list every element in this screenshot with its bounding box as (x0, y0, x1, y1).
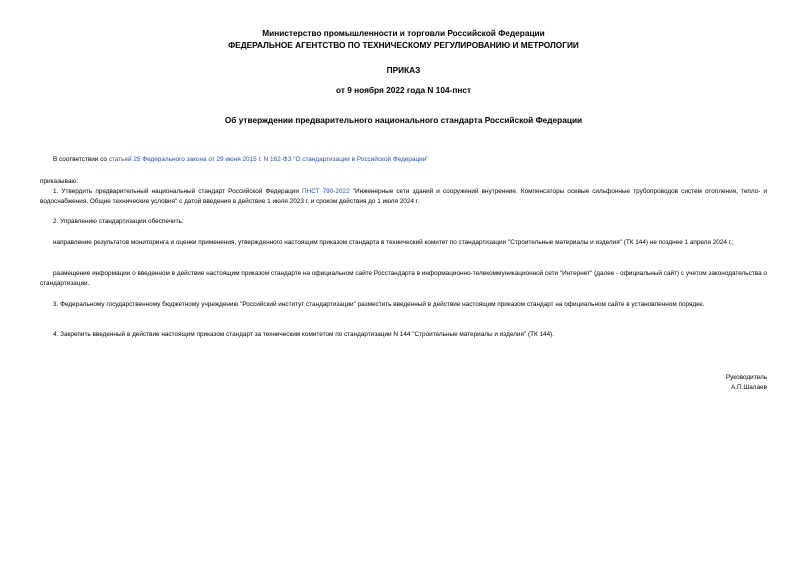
order-word: приказываю: (40, 178, 78, 185)
preamble-paragraph (40, 155, 767, 165)
item-1-prefix: 1. Утвердить предварительный национальный стандарт Российской Федерации (53, 188, 303, 195)
item-3-paragraph: 3. Федеральному государственному бюджетному учреждению "Российский институт стандартизации" разместить введенный в действие настоящим приказом стандарт на официальном сайте в установленном порядке. (53, 301, 705, 308)
signature-name: А.П.Шалаев (730, 384, 767, 391)
document-title: Об утверждении предварительного национального стандарта Российской Федерации (224, 115, 583, 125)
signature-role: Руководитель (725, 374, 767, 381)
item-1-suffix: "Инженерные сети зданий и сооружений внутренние. Компенсаторы осевые сильфонные трубопроводов систем отопления, тепло- и водоснабжения. Общие технические условия" с датой введения в действие 1 июля 2023 г. и сроком действия до 1 июля 2024 г. (40, 188, 767, 205)
federal-law-link[interactable]: статьей 25 Федерального закона от 29 июня 2015 г. N 162-ФЗ "О стандартизации в Российской Федерации" (108, 156, 429, 163)
item-1-paragraph (40, 187, 767, 206)
document-type: ПРИКАЗ (386, 65, 421, 75)
ministry-name: Министерство промышленности и торговли Российской Федерации (262, 28, 545, 38)
agency-name: ФЕДЕРАЛЬНОЕ АГЕНТСТВО ПО ТЕХНИЧЕСКОМУ РЕГУЛИРОВАНИЮ И МЕТРОЛОГИИ (228, 40, 579, 50)
item-2b-paragraph: размещение информации о введенном в действие настоящим приказом стандарте на официальном сайте Росстандарта в информационно-телекоммуникационной сети "Интернет" (далее - официальный сайт) с учетом законодательства о стандартизации. (40, 270, 767, 287)
item-2a-paragraph: направление результатов мониторинга и оценки применения, утвержденного настоящим приказом стандарта в технический комитет по стандартизации "Строительные материалы и изделия" (ТК 144) не позднее 1 апреля 2024 г.; (53, 239, 734, 246)
item-2-paragraph: 2. Управлению стандартизации обеспечить: (53, 218, 184, 225)
pnst-790-2022-link[interactable]: ПНСТ 790-2022 (302, 188, 350, 195)
preamble-prefix: В соответствии со (53, 156, 109, 163)
item-4-paragraph: 4. Закрепить введенный в действие настоящим приказом стандарт за техническим комитетом по стандартизации N 144 "Строительные материалы и изделия" (ТК 144). (53, 331, 555, 338)
document-date-number: от 9 ноября 2022 года N 104-пнст (335, 85, 472, 95)
